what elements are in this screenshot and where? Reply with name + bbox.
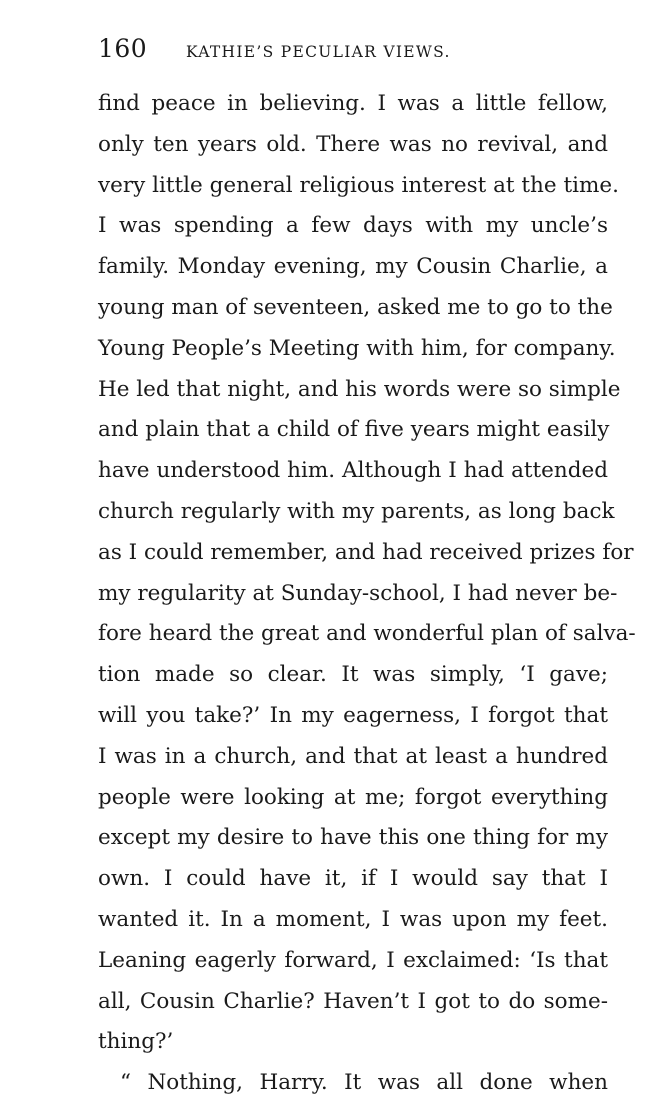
- text-line: Leaning eagerly forward, I exclaimed: ‘Is that: [98, 947, 608, 973]
- text-line: fore heard the great and wonderful plan of salva-: [98, 621, 636, 647]
- page-number: 160: [98, 34, 148, 63]
- text-line: family. Monday evening, my Cousin Charlie, a: [98, 254, 608, 280]
- text-line: I was spending a few days with my uncle’s: [98, 213, 608, 239]
- text-line: all, Cousin Charlie? Haven’t I got to do some-: [98, 988, 608, 1014]
- text-line: He led that night, and his words were so simple: [98, 376, 621, 402]
- text-line: thing?’: [98, 1029, 174, 1055]
- text-line: I was in a church, and that at least a hundred: [98, 743, 608, 769]
- text-line: have understood him. Although I had attended: [98, 458, 608, 484]
- body-text: [98, 84, 636, 1104]
- running-head: [98, 34, 608, 78]
- running-title: KATHIE’S PECULIAR VIEWS.: [186, 43, 451, 61]
- text-line: my regularity at Sunday-school, I had never be-: [98, 580, 618, 606]
- text-line: young man of seventeen, asked me to go to the: [98, 294, 613, 320]
- text-line: find peace in believing. I was a little fellow,: [98, 91, 608, 116]
- text-line: except my desire to have this one thing for my: [98, 825, 608, 851]
- text-line: only ten years old. There was no revival, and: [98, 131, 608, 157]
- text-line: very little general religious interest at the time.: [98, 172, 619, 198]
- book-page: [98, 34, 636, 1104]
- text-line: Young People’s Meeting with him, for company.: [98, 335, 616, 361]
- text-line: own. I could have it, if I would say that I: [98, 866, 608, 892]
- text-line: as I could remember, and had received prizes for: [98, 539, 634, 565]
- text-line: will you take?’ In my eagerness, I forgot that: [98, 702, 608, 728]
- text-line: church regularly with my parents, as long back: [98, 498, 615, 524]
- text-line: tion made so clear. It was simply, ‘I gave;: [98, 662, 608, 688]
- text-line: wanted it. In a moment, I was upon my feet.: [98, 906, 608, 932]
- text-line: and plain that a child of five years might easily: [98, 417, 610, 443]
- text-line: people were looking at me; forgot everything: [98, 784, 608, 810]
- text-line: “ Nothing, Harry. It was all done when: [120, 1070, 608, 1096]
